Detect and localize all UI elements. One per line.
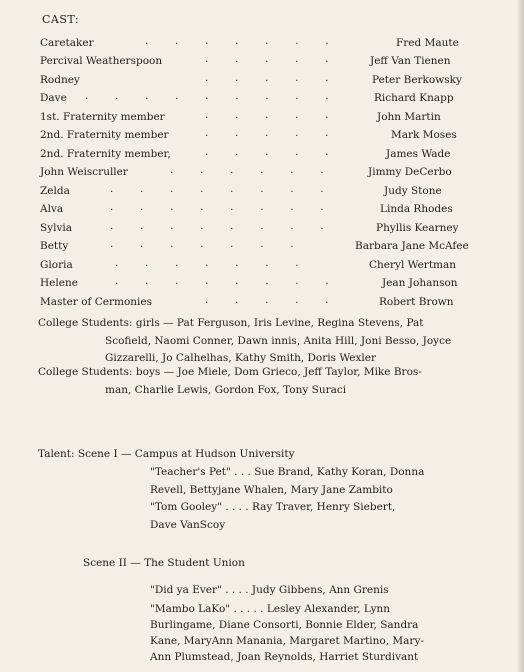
cast-role: Dave bbox=[40, 92, 67, 104]
cast-actor: Richard Knapp bbox=[374, 92, 454, 104]
cast-heading: CAST: bbox=[42, 13, 80, 26]
leader-dots: . . . . . . . . bbox=[110, 201, 324, 213]
leader-dots: . . . . . . . . bbox=[115, 275, 329, 287]
cast-actor: Peter Berkowsky bbox=[372, 74, 462, 86]
act-line: "Tom Gooley" . . . . Ray Traver, Henry Siebert, bbox=[150, 501, 396, 513]
leader-dots: . . . . . . . . . bbox=[85, 90, 329, 102]
cast-actor: Mark Moses bbox=[391, 129, 457, 141]
cast-role: Helene bbox=[40, 277, 78, 289]
cast-actor: Jeff Van Tienen bbox=[370, 55, 451, 67]
did-ya-ever-act: "Did ya Ever" . . . . Judy Gibbens, Ann Grenis bbox=[150, 584, 389, 596]
act-line: "Teacher's Pet" . . . Sue Brand, Kathy Koran, Donna bbox=[150, 466, 425, 478]
students-girls-line: College Students: girls — Pat Ferguson, Iris Levine, Regina Stevens, Pat bbox=[38, 317, 424, 329]
cast-actor: Linda Rhodes bbox=[380, 203, 453, 215]
teachers-pet-act bbox=[150, 464, 424, 499]
students-boys-line: man, Charlie Lewis, Gordon Fox, Tony Suraci bbox=[105, 383, 347, 396]
act-line: Burlingame, Diane Consorti, Bonnie Elder, Sandra bbox=[150, 619, 419, 631]
act-line: Ann Plumstead, Joan Reynolds, Harriet Sturdivant bbox=[150, 651, 419, 663]
cast-actor: John Martin bbox=[377, 111, 441, 123]
cast-role: Sylvia bbox=[40, 222, 73, 234]
students-boys bbox=[38, 364, 422, 399]
leader-dots: . . . . . . . bbox=[110, 238, 294, 250]
cast-actor: Fred Maute bbox=[396, 37, 459, 49]
leader-dots: . . . . . bbox=[205, 72, 329, 84]
students-girls bbox=[38, 315, 451, 368]
leader-dots: . . . . . . bbox=[170, 164, 324, 176]
cast-role: Caretaker bbox=[40, 37, 94, 49]
cast-actor: Phyllis Kearney bbox=[376, 222, 459, 234]
cast-actor: Barbara Jane McAfee bbox=[355, 240, 469, 252]
scene2-heading: Scene II — The Student Union bbox=[83, 557, 245, 569]
cast-actor: Robert Brown bbox=[379, 296, 454, 308]
cast-actor: Jimmy DeCerbo bbox=[368, 166, 452, 178]
leader-dots: . . . . . bbox=[205, 294, 329, 306]
cast-role: Zelda bbox=[40, 185, 70, 197]
cast-role: John Weiscruller bbox=[40, 166, 128, 178]
leader-dots: . . . . . bbox=[205, 109, 329, 121]
cast-actor: Cheryl Wertman bbox=[369, 259, 457, 271]
scene1-heading: Talent: Scene I — Campus at Hudson University bbox=[38, 448, 295, 460]
act-line: Dave VanScoy bbox=[150, 518, 226, 531]
students-boys-line: College Students: boys — Joe Miele, Dom Grieco, Jeff Taylor, Mike Bros- bbox=[38, 366, 422, 378]
cast-role: 2nd. Fraternity member bbox=[40, 129, 169, 141]
leader-dots: . . . . . bbox=[205, 127, 329, 139]
cast-role: Master of Cermonies bbox=[40, 296, 153, 308]
cast-role: Betty bbox=[40, 240, 69, 252]
students-girls-line: Scofield, Naomi Conner, Dawn innis, Anita Hill, Joni Besso, Joyce bbox=[105, 334, 452, 347]
leader-dots: . . . . . . . bbox=[115, 257, 299, 269]
leader-dots: . . . . . . . . bbox=[110, 183, 324, 195]
cast-role: 2nd. Fraternity member, bbox=[40, 148, 171, 160]
cast-role: Percival Weatherspoon bbox=[40, 55, 163, 67]
cast-role: 1st. Fraternity member bbox=[40, 111, 165, 123]
mambo-lako-act bbox=[150, 601, 424, 665]
students-girls-line: Gizzarelli, Jo Calhelhas, Kathy Smith, Doris Wexler bbox=[105, 352, 377, 364]
act-line: Revell, Bettyjane Whalen, Mary Jane Zambito bbox=[150, 483, 393, 496]
cast-actor: James Wade bbox=[386, 148, 451, 160]
act-line: Kane, MaryAnn Manania, Margaret Martino, Mary- bbox=[150, 635, 424, 647]
leader-dots: . . . . . . . . bbox=[110, 220, 324, 232]
cast-role: Gloria bbox=[40, 259, 73, 271]
page-edge-shadow bbox=[518, 0, 524, 672]
cast-role: Rodney bbox=[40, 74, 80, 86]
leader-dots: . . . . . . . bbox=[145, 35, 329, 47]
cast-actor: Jean Johanson bbox=[382, 277, 458, 289]
leader-dots: . . . . . bbox=[205, 146, 329, 158]
tom-gooley-act bbox=[150, 499, 395, 534]
leader-dots: . . . . . bbox=[205, 53, 329, 65]
act-line: "Mambo LaKo" . . . . . Lesley Alexander, Lynn bbox=[150, 603, 391, 615]
cast-actor: Judy Stone bbox=[384, 185, 442, 197]
cast-role: Alva bbox=[40, 203, 64, 215]
